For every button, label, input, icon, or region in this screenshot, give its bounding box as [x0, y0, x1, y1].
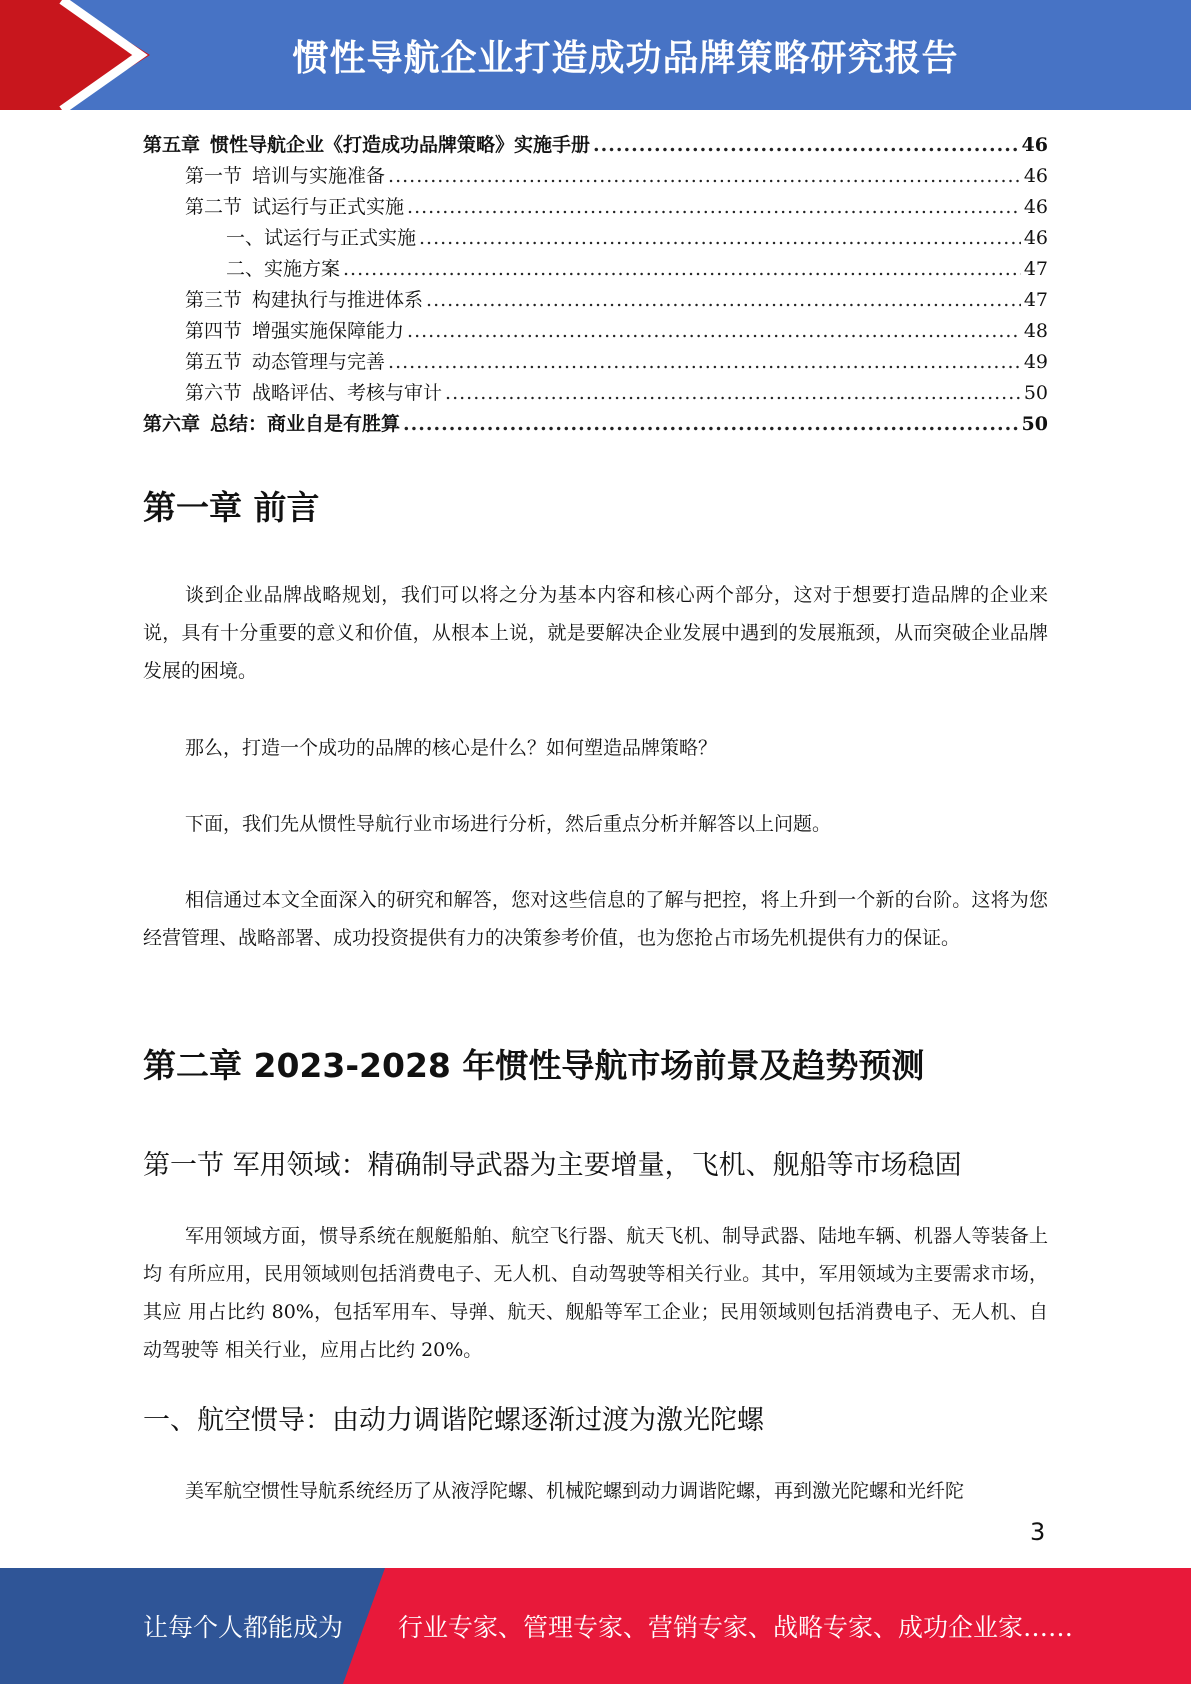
toc-entry-number: 第三节 [185, 289, 243, 311]
toc-entry-page: 47 [1023, 258, 1048, 280]
toc-dot-leader [407, 192, 1021, 223]
toc-dot-leader [407, 316, 1021, 347]
toc-entry-page: 49 [1023, 351, 1048, 373]
toc-entry[interactable] [143, 316, 1048, 347]
toc-entry-page: 50 [1021, 413, 1048, 435]
chapter-1-paragraph-2: 那么，打造一个成功的品牌的核心是什么？如何塑造品牌策略？ [185, 737, 718, 759]
toc-entry-number: 第二节 [185, 196, 243, 218]
toc-dot-leader [426, 285, 1021, 316]
toc-entry-number: 第六节 [185, 382, 243, 404]
toc-dot-leader [593, 130, 1019, 161]
toc-entry-page: 46 [1023, 196, 1048, 218]
toc-entry-title: 动态管理与完善 [252, 351, 386, 373]
toc-entry[interactable] [143, 378, 1048, 409]
toc-entry-page: 47 [1023, 289, 1048, 311]
header-title: 惯性导航企业打造成功品牌策略研究报告 [292, 37, 959, 79]
toc-dot-leader [388, 161, 1021, 192]
section-1-heading: 第一节 军用领域：精确制导武器为主要增量，飞机、舰船等市场稳固 [143, 1150, 962, 1181]
toc-entry-title: 一、试运行与正式实施 [226, 227, 417, 249]
toc-entry-title: 构建执行与推进体系 [252, 289, 424, 311]
toc-entry[interactable] [143, 161, 1048, 192]
toc-dot-leader [388, 347, 1021, 378]
toc-dot-leader [343, 254, 1021, 285]
toc-entry-number: 第五章 [143, 134, 201, 156]
toc-entry[interactable] [143, 347, 1048, 378]
page-number: 3 [1030, 1518, 1046, 1546]
toc-dot-leader [445, 378, 1021, 409]
toc-entry[interactable] [143, 285, 1048, 316]
toc-entry-title: 试运行与正式实施 [252, 196, 405, 218]
toc-entry-number: 第五节 [185, 351, 243, 373]
toc-entry-number: 第六章 [143, 413, 201, 435]
toc-entry[interactable] [143, 130, 1048, 161]
toc-entry-number: 第四节 [185, 320, 243, 342]
toc-entry-title: 二、实施方案 [226, 258, 341, 280]
toc-entry-title: 增强实施保障能力 [252, 320, 405, 342]
toc-entry[interactable] [143, 192, 1048, 223]
page-footer [0, 1568, 1191, 1684]
toc-entry-title: 总结：商业自是有胜算 [210, 413, 401, 435]
toc-entry[interactable] [143, 223, 1048, 254]
toc-entry-title: 战略评估、考核与审计 [252, 382, 443, 404]
chapter-1-heading: 第一章 前言 [143, 488, 320, 527]
subsection-1-paragraph: 美军航空惯性导航系统经历了从液浮陀螺、机械陀螺到动力调谐陀螺，再到激光陀螺和光纤陀 [185, 1480, 965, 1502]
toc-entry-title: 培训与实施准备 [252, 165, 386, 187]
toc-entry-number: 第一节 [185, 165, 243, 187]
page-header [0, 0, 1191, 110]
toc-entry-page: 46 [1023, 165, 1048, 187]
chapter-1-paragraph-4: 相信通过本文全面深入的研究和解答，您对这些信息的了解与把控，将上升到一个新的台阶。这将为您经营管理、战略部署、成功投资提供有力的决策参考价值，也为您抢占市场先机提供有力的保证。 [143, 889, 1048, 949]
chapter-2-heading: 第二章 2023-2028 年惯性导航市场前景及趋势预测 [143, 1046, 925, 1085]
table-of-contents [143, 130, 1048, 440]
toc-entry-title: 惯性导航企业《打造成功品牌策略》实施手册 [210, 134, 591, 156]
toc-dot-leader [403, 409, 1019, 440]
toc-entry-page: 50 [1023, 382, 1048, 404]
toc-entry-page: 48 [1023, 320, 1048, 342]
toc-dot-leader [419, 223, 1021, 254]
chapter-1-paragraph-3: 下面，我们先从惯性导航行业市场进行分析，然后重点分析并解答以上问题。 [185, 813, 832, 835]
section-1-paragraph: 军用领域方面，惯导系统在舰艇船舶、航空飞行器、航天飞机、制导武器、陆地车辆、机器人等装备上均 有所应用，民用领域则包括消费电子、无人机、自动驾驶等相关行业。其中，军用领域为主要需求市场，其应 用占比约 80%，包括军用车、导弹、航天、舰船等军工企业；民用领域则包括消费电子、无人机、自动驾驶等 相关行业，应用占比约 20%。 [143, 1225, 1048, 1361]
toc-entry-page: 46 [1023, 227, 1048, 249]
toc-entry[interactable] [143, 254, 1048, 285]
subsection-1-heading: 一、航空惯导：由动力调谐陀螺逐渐过渡为激光陀螺 [143, 1405, 764, 1436]
footer-slogan-right: 行业专家、管理专家、营销专家、战略专家、成功企业家…… [398, 1613, 1074, 1642]
toc-entry-page: 46 [1021, 134, 1048, 156]
footer-slogan-left: 让每个人都能成为 [143, 1613, 344, 1642]
chapter-1-paragraph-1: 谈到企业品牌战略规划，我们可以将之分为基本内容和核心两个部分，这对于想要打造品牌的企业来说，具有十分重要的意义和价值，从根本上说，就是要解决企业发展中遇到的发展瓶颈，从而突破企业品牌发展的困境。 [143, 584, 1048, 682]
toc-entry[interactable] [143, 409, 1048, 440]
